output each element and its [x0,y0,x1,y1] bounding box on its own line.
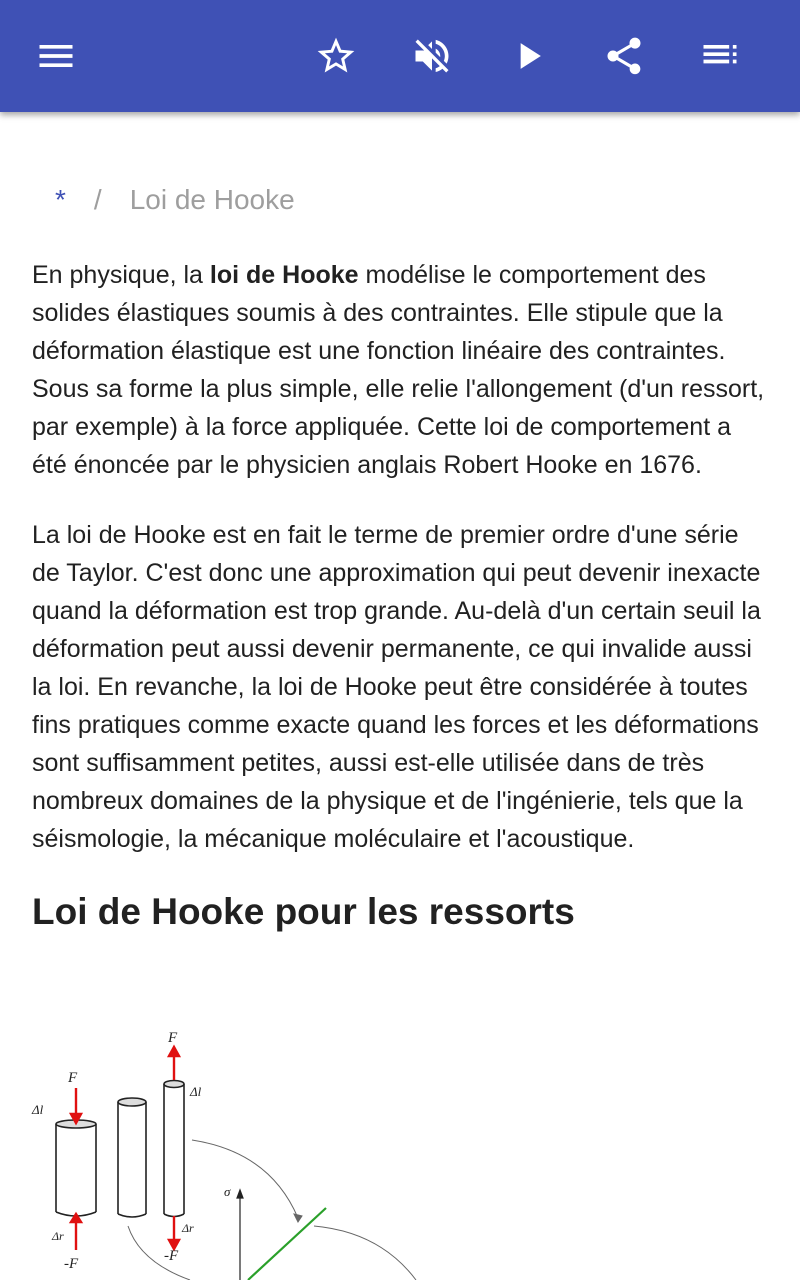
stretched-cylinder [164,1081,184,1217]
linear-elastic-line [248,1208,326,1280]
label-negative-force-right: -F [164,1248,179,1264]
label-delta-l-right: Δl [190,1084,202,1099]
label-force-right: F [168,1030,178,1046]
rest-cylinder [118,1098,146,1217]
compressed-cylinder [56,1120,96,1216]
breadcrumb [55,180,295,220]
article-content [32,256,772,948]
hooke-spring-figure [30,1022,430,1280]
volume-off-icon [410,34,454,78]
breadcrumb-current: Loi de Hooke [129,184,295,215]
paragraph-intro-bold: loi de Hooke [209,261,359,289]
app-bar [0,0,800,112]
share-button[interactable] [592,24,656,88]
play-icon [506,34,550,78]
force-arrows [71,1047,179,1250]
playlist-icon [698,34,742,78]
label-delta-r-left: Δr [52,1229,64,1243]
breadcrumb-home-link[interactable]: * [55,184,66,215]
label-sigma: σ [224,1184,231,1199]
mute-button[interactable] [400,24,464,88]
share-icon [602,34,646,78]
paragraph-intro [32,256,772,484]
stress-axis [237,1190,243,1280]
menu-icon [34,34,78,78]
section-heading: Loi de Hooke pour les ressorts [32,891,575,932]
menu-button[interactable] [24,24,88,88]
breadcrumb-separator: / [93,184,102,215]
favorite-button[interactable] [304,24,368,88]
play-button[interactable] [496,24,560,88]
paragraph-intro-end: modélise le comportement des solides élastiques soumis à des contraintes. Elle stipule que la déformation élastique est une fonction linéaire des contraintes. Sous sa forme la plus simple, elle relie l'allongement (d'un ressort, par exemple) à la force appliquée. Cette loi de comportement a été énoncée par le physicien anglais Robert Hooke en 1676. [32,261,765,479]
label-negative-force-left: -F [64,1256,79,1272]
label-force-left: F [68,1070,78,1086]
paragraph-taylor: La loi de Hooke est en fait le terme de premier ordre d'une série de Taylor. C'est donc une approximation qui peut devenir inexacte quand la déformation est trop grande. Au-delà d'un certain seuil la déformation peut aussi devenir permanente, ce qui invalide aussi la loi. En revanche, la loi de Hooke peut être considérée à toutes fins pratiques comme exacte quand les forces et les déformations sont suffisamment petites, aussi est-elle utilisée dans de très nombreux domaines de la physique et de l'ingénierie, tels que la séismologie, la mécanique moléculaire et l'acoustique. [32,521,761,853]
star-outline-icon [314,34,358,78]
paragraph-intro-start: En physique, la [32,261,210,289]
label-delta-l-left: Δl [32,1102,44,1117]
label-delta-r-right: Δr [182,1221,194,1235]
toc-button[interactable] [688,24,752,88]
